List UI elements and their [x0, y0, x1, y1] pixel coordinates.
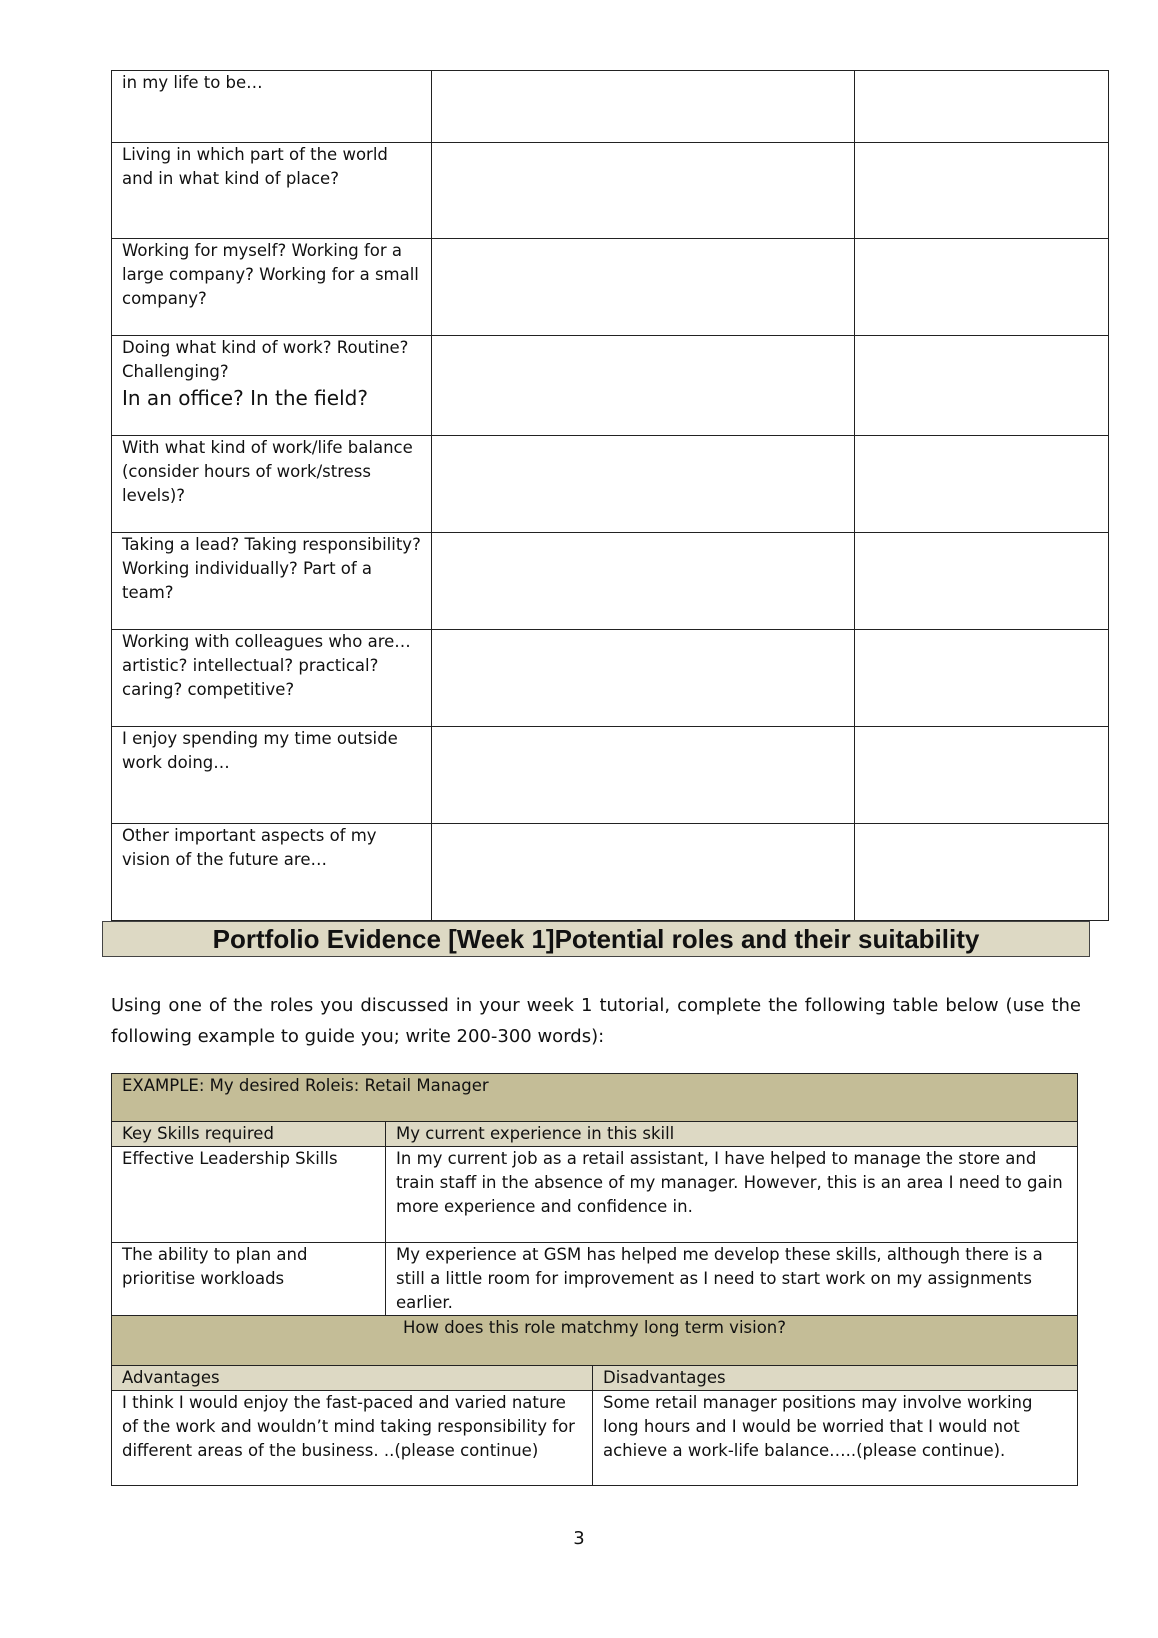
- experience-cell: In my current job as a retail assistant, I have helped to manage the store and train staff in the absence of my manager. However, this is an area I need to gain more experience and confidence in.: [386, 1147, 1078, 1243]
- vision-question-cell: [112, 436, 432, 533]
- vision-question: I enjoy spending my time outside work doing…: [122, 729, 398, 772]
- vision-question-cell: [112, 143, 432, 239]
- table-row: [112, 436, 1109, 533]
- experience-cell: My experience at GSM has helped me develop these skills, although there is a still a little room for improvement as I need to start work on my assignments earlier.: [386, 1243, 1078, 1316]
- vision-question-cell: [112, 727, 432, 824]
- role-heading: EXAMPLE: My desired Roleis: Retail Manager: [112, 1074, 1078, 1122]
- table-row: [112, 824, 1109, 921]
- disadvantages-text: Some retail manager positions may involve working long hours and I would be worried that I would not achieve a work-life balance…..(please continue).: [593, 1391, 1078, 1486]
- vision-notes-cell[interactable]: [855, 336, 1109, 436]
- vision-notes-cell[interactable]: [855, 727, 1109, 824]
- vision-answer-cell[interactable]: [432, 336, 855, 436]
- example-table: [111, 1073, 1078, 1486]
- table-row: [112, 336, 1109, 436]
- table-row: [112, 533, 1109, 630]
- table-row: [112, 71, 1109, 143]
- vision-notes-cell[interactable]: [855, 143, 1109, 239]
- advantages-header: Advantages: [112, 1366, 593, 1391]
- vision-notes-cell[interactable]: [855, 239, 1109, 336]
- role-heading-row: [112, 1074, 1078, 1122]
- vision-notes-cell[interactable]: [855, 824, 1109, 921]
- table-row: [112, 1391, 1078, 1486]
- vision-question: Working for myself? Working for a large company? Working for a small company?: [122, 241, 419, 308]
- vision-notes-cell[interactable]: [855, 436, 1109, 533]
- vision-question: Doing what kind of work? Routine? Challenging?: [122, 338, 409, 381]
- table-row: [112, 143, 1109, 239]
- vision-notes-cell[interactable]: [855, 71, 1109, 143]
- vision-question-row: [112, 1316, 1078, 1366]
- vision-match-question: How does this role matchmy long term vision?: [112, 1316, 1078, 1366]
- vision-answer-cell[interactable]: [432, 71, 855, 143]
- vision-answer-cell[interactable]: [432, 533, 855, 630]
- vision-question-cell: [112, 533, 432, 630]
- table-row: [112, 1243, 1078, 1316]
- adv-disadv-header-row: [112, 1366, 1078, 1391]
- vision-question: With what kind of work/life balance (consider hours of work/stress levels)?: [122, 438, 413, 505]
- vision-question-large: In an office? In the field?: [122, 386, 368, 410]
- vision-question-cell: [112, 239, 432, 336]
- vision-question: in my life to be…: [122, 73, 263, 92]
- disadvantages-header: Disadvantages: [593, 1366, 1078, 1391]
- skills-header-row: [112, 1122, 1078, 1147]
- vision-answer-cell[interactable]: [432, 239, 855, 336]
- vision-answer-cell[interactable]: [432, 143, 855, 239]
- vision-question: Working with colleagues who are… artistic? intellectual? practical? caring? competitive?: [122, 632, 411, 699]
- vision-notes-cell[interactable]: [855, 630, 1109, 727]
- col-skills-header: Key Skills required: [112, 1122, 386, 1147]
- vision-answer-cell[interactable]: [432, 630, 855, 727]
- table-row: [112, 239, 1109, 336]
- vision-table: [111, 70, 1109, 921]
- page-number: 3: [573, 1528, 585, 1549]
- vision-question-cell: [112, 630, 432, 727]
- vision-question: Taking a lead? Taking responsibility? Working individually? Part of a team?: [122, 535, 421, 602]
- vision-question: Other important aspects of my vision of the future are…: [122, 826, 377, 869]
- vision-question: Living in which part of the world and in what kind of place?: [122, 145, 388, 188]
- table-row: [112, 630, 1109, 727]
- vision-answer-cell[interactable]: [432, 727, 855, 824]
- vision-question-cell: [112, 336, 432, 436]
- vision-answer-cell[interactable]: [432, 436, 855, 533]
- skill-cell: Effective Leadership Skills: [112, 1147, 386, 1243]
- vision-question-cell: [112, 71, 432, 143]
- section-heading: Portfolio Evidence [Week 1]Potential roles and their suitability: [102, 921, 1090, 957]
- vision-question-cell: [112, 824, 432, 921]
- vision-notes-cell[interactable]: [855, 533, 1109, 630]
- instructions-paragraph: Using one of the roles you discussed in your week 1 tutorial, complete the following table below (use the following example to guide you; write 200-300 words):: [111, 995, 1081, 1047]
- advantages-text: I think I would enjoy the fast-paced and varied nature of the work and wouldn’t mind taking responsibility for different areas of the business. ..(please continue): [112, 1391, 593, 1486]
- table-row: [112, 727, 1109, 824]
- col-experience-header: My current experience in this skill: [386, 1122, 1078, 1147]
- table-row: [112, 1147, 1078, 1243]
- vision-answer-cell[interactable]: [432, 824, 855, 921]
- skill-cell: The ability to plan and prioritise workloads: [112, 1243, 386, 1316]
